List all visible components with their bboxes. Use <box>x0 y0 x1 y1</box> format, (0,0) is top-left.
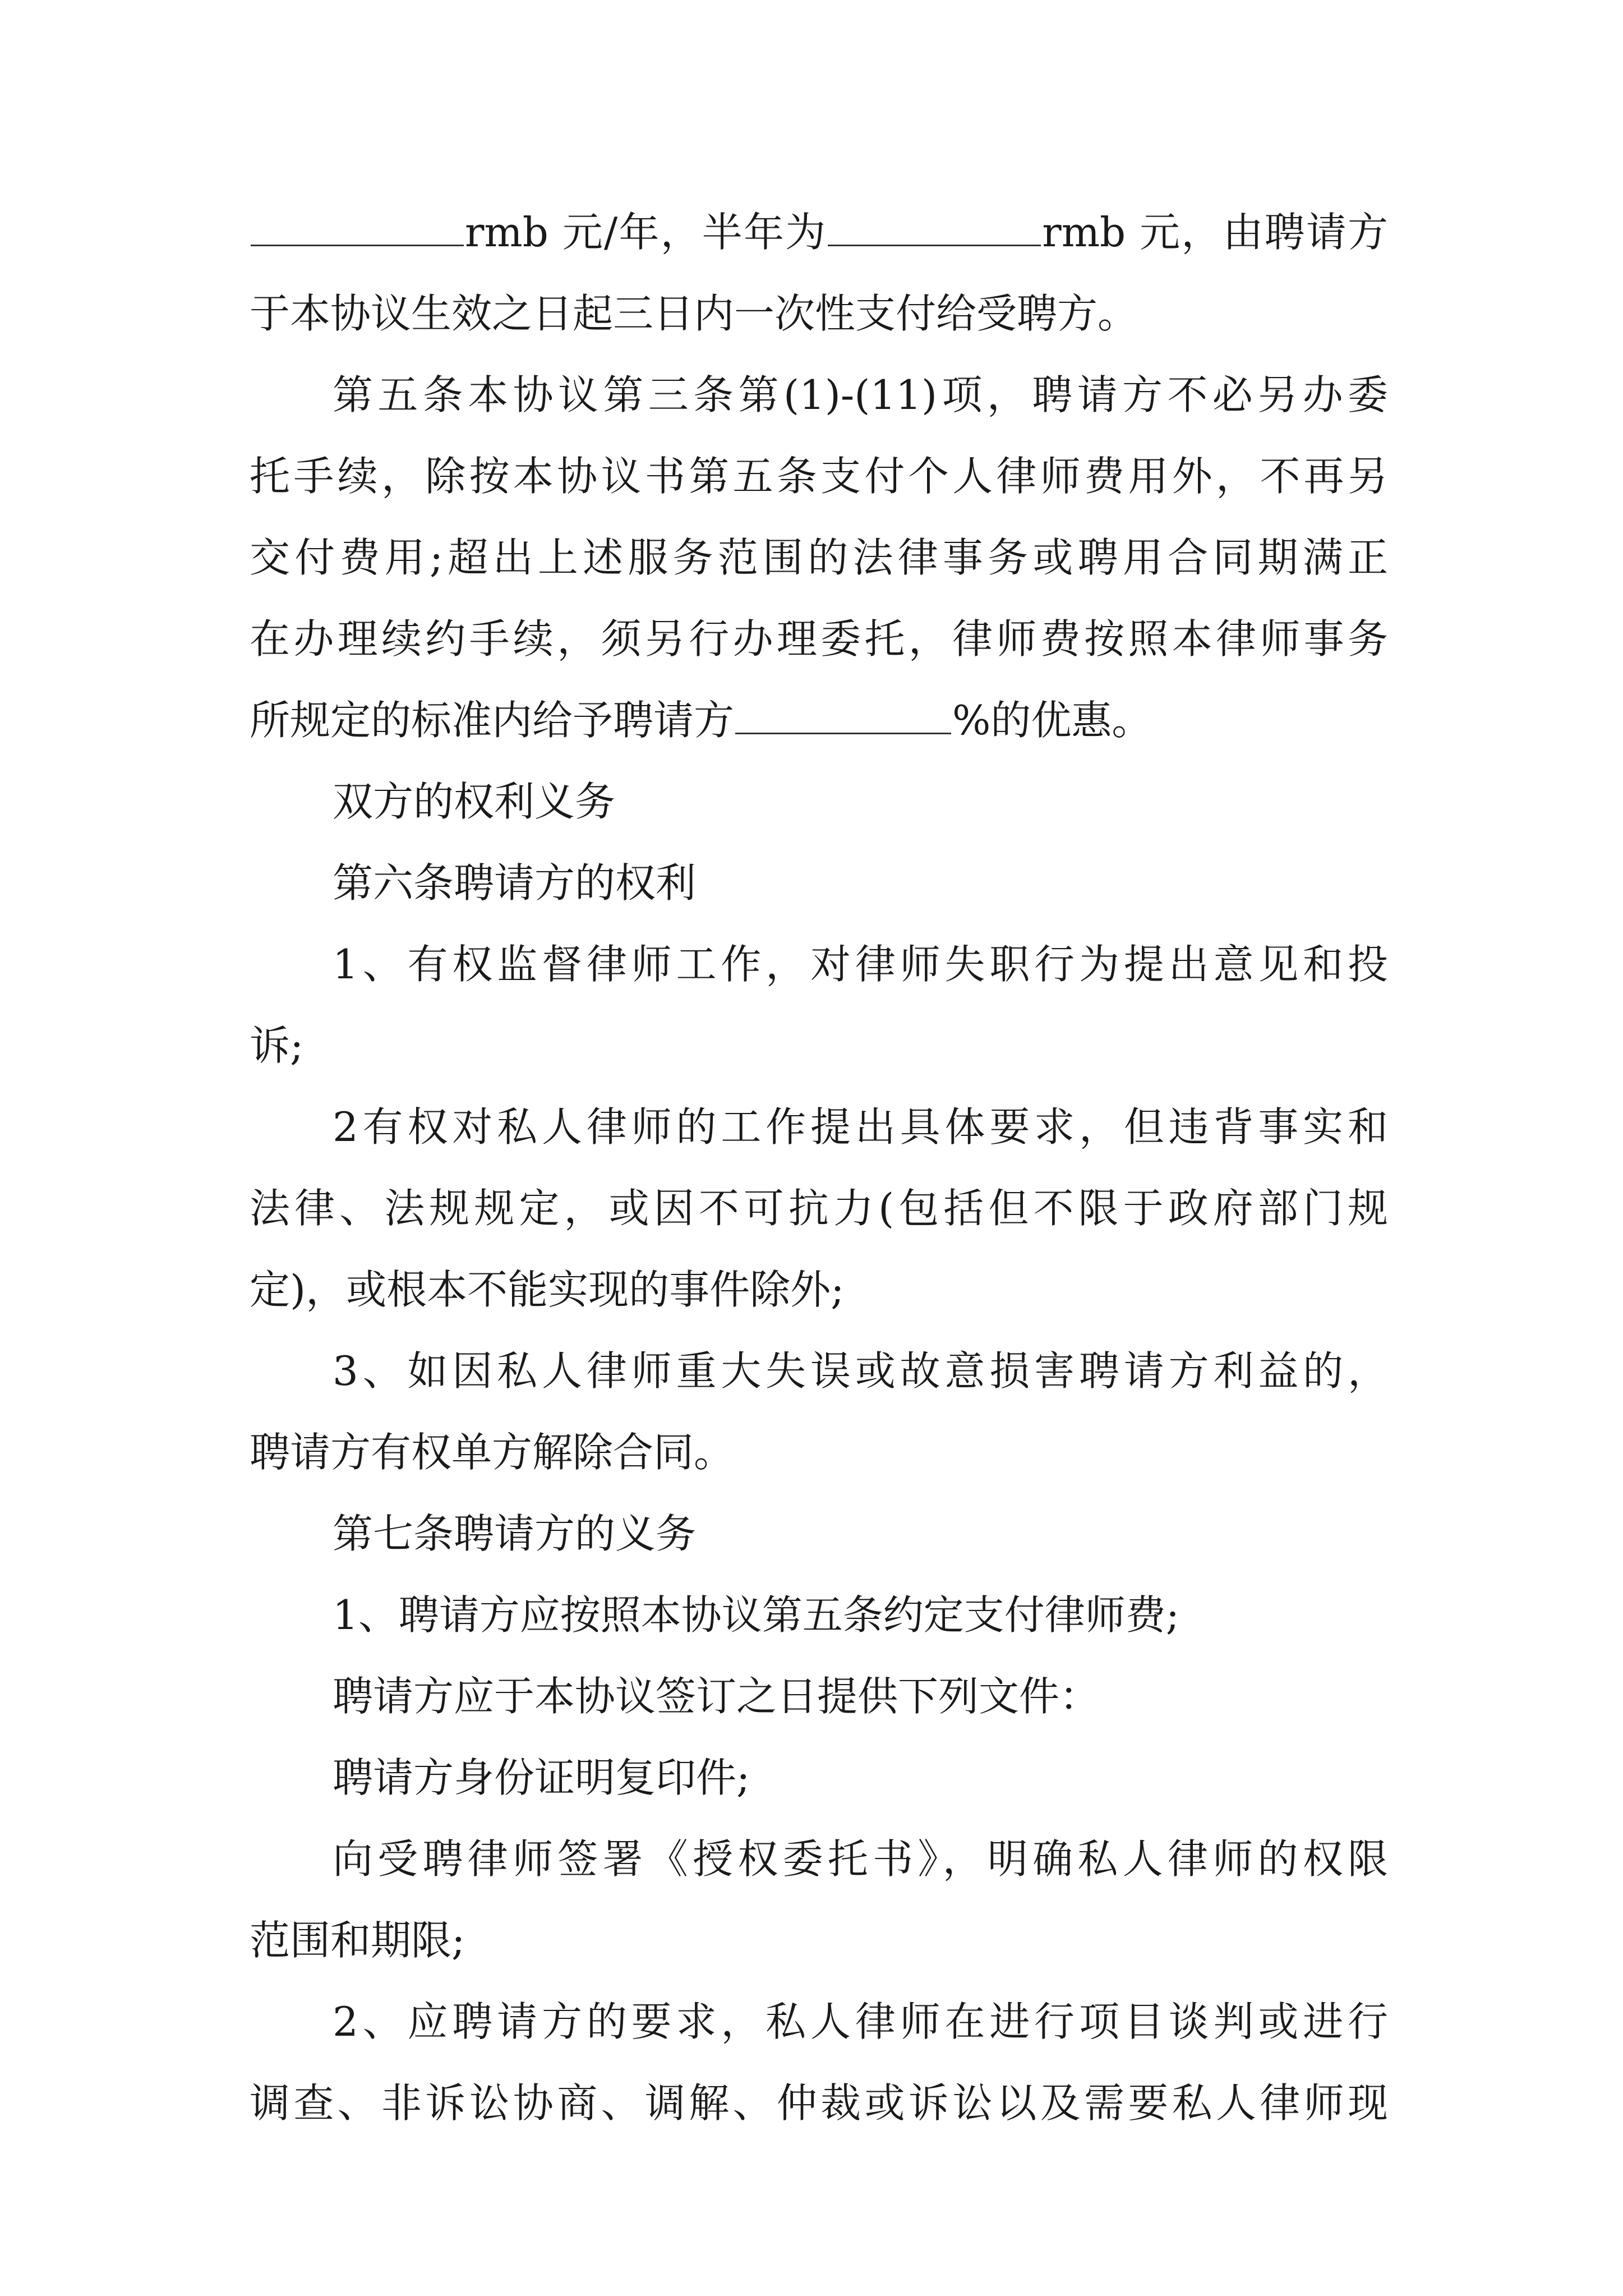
document-body <box>250 209 1388 2164</box>
discount-line-part1: 所规定的标准内给予聘请方 <box>250 697 735 744</box>
text-line: 范围和期限; <box>250 1917 465 1964</box>
fee-line-part1: rmb 元/年，半年为 <box>465 209 827 256</box>
fill-blank-discount[interactable] <box>735 700 951 734</box>
text-line: 法律、法规规定，或因不可抗力(包括但不限于政府部门规 <box>250 1185 1388 1232</box>
text-line: 交付费用;超出上述服务范围的法律事务或聘用合同期满正 <box>250 534 1388 581</box>
section-heading: 双方的权利义务 <box>333 778 616 825</box>
text-line: 诉; <box>250 1022 304 1069</box>
text-line: 1、聘请方应按照本协议第五条约定支付律师费; <box>333 1591 1180 1639</box>
text-line-article-5: 第五条本协议第三条第(1)-(11)项，聘请方不必另办委 <box>333 371 1388 418</box>
discount-line <box>250 697 1388 744</box>
discount-line-part2: %的优惠。 <box>952 697 1152 744</box>
text-line: 定)，或根本不能实现的事件除外; <box>250 1266 845 1313</box>
text-line: 聘请方有权单方解除合同。 <box>250 1429 735 1476</box>
text-line: 2有权对私人律师的工作提出具体要求，但违背事实和 <box>333 1103 1388 1151</box>
text-line: 1、有权监督律师工作，对律师失职行为提出意见和投 <box>333 941 1388 988</box>
fill-blank-annual-fee[interactable] <box>251 212 464 246</box>
text-line: 在办理续约手续，须另行办理委托，律师费按照本律师事务 <box>250 615 1388 662</box>
fill-blank-half-year-fee[interactable] <box>828 212 1041 246</box>
text-line: 向受聘律师签署《授权委托书》，明确私人律师的权限 <box>333 1835 1388 1883</box>
fee-line <box>250 209 1388 256</box>
text-line: 3、如因私人律师重大失误或故意损害聘请方利益的， <box>333 1347 1388 1395</box>
text-line: 聘请方身份证明复印件; <box>333 1754 750 1801</box>
text-line: 调查、非诉讼协商、调解、仲裁或诉讼以及需要私人律师现 <box>250 2079 1388 2127</box>
text-line: 2、应聘请方的要求，私人律师在进行项目谈判或进行 <box>333 1998 1388 2045</box>
text-line: 聘请方应于本协议签订之日提供下列文件： <box>333 1673 1100 1720</box>
text-line: 托手续，除按本协议书第五条支付个人律师费用外，不再另 <box>250 453 1388 500</box>
fee-line-part2: rmb 元，由聘请方 <box>1042 209 1388 256</box>
text-line: 于本协议生效之日起三日内一次性支付给受聘方。 <box>250 290 1138 337</box>
article-6-heading: 第六条聘请方的权利 <box>333 859 697 907</box>
article-7-heading: 第七条聘请方的义务 <box>333 1510 697 1557</box>
